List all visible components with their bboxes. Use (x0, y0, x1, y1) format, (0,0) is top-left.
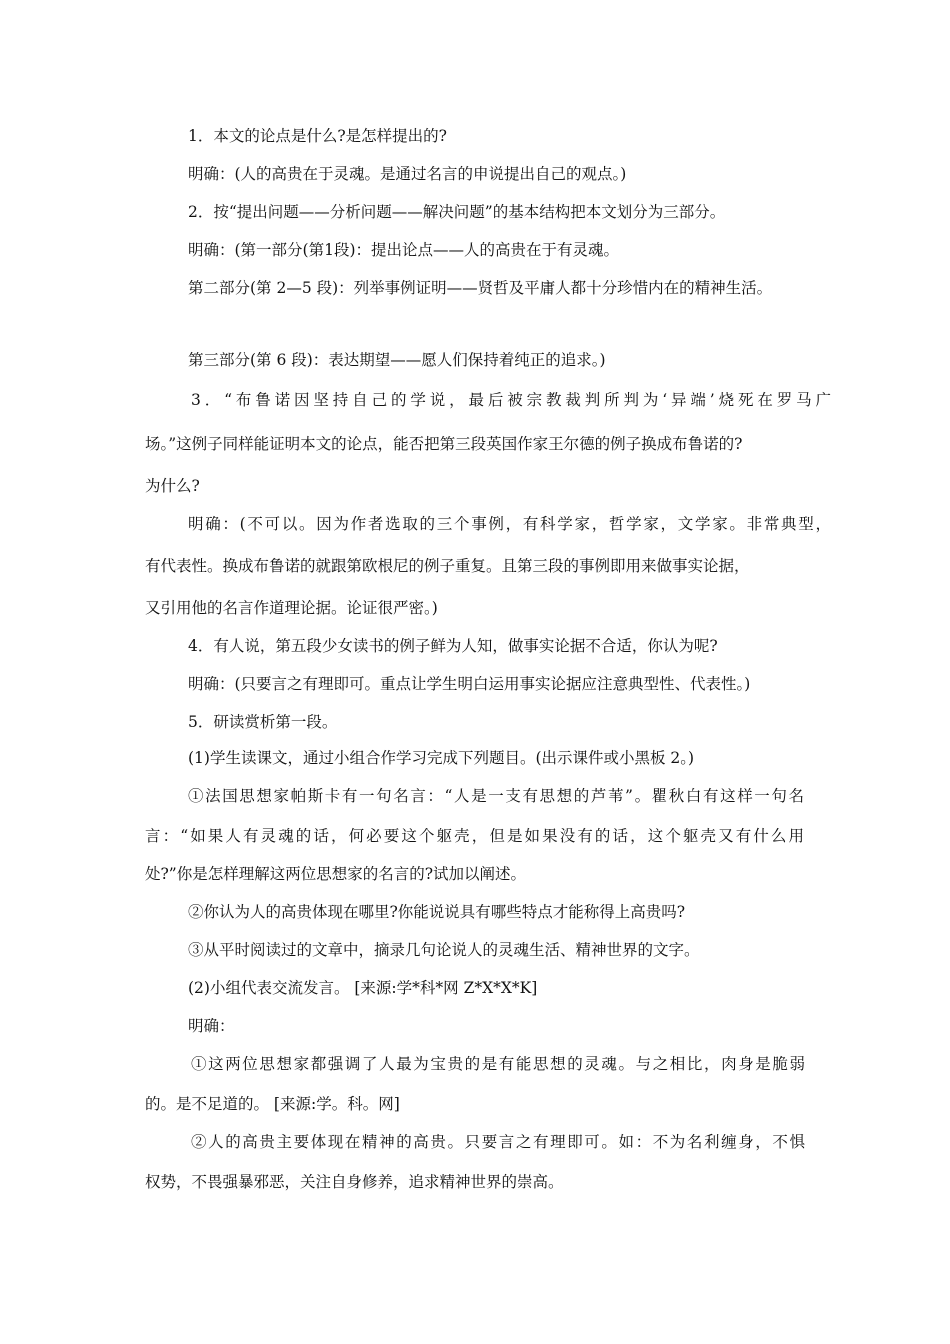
task-1: (1)学生读课文，通过小组合作学习完成下列题目。(出示课件或小黑板 2。) (188, 749, 695, 767)
answer-3-line-1: 明确：(不可以。因为作者选取的三个事例，有科学家，哲学家，文学家。非常典型， (188, 515, 831, 533)
answer-5-item-2-line-1: ②人的高贵主要体现在精神的高贵。只要言之有理即可。如：不为名利缠身，不惧 (191, 1133, 805, 1151)
question-3-line-3: 为什么? (145, 477, 200, 495)
task-1-item-1-line-2: 言：“如果人有灵魂的话，何必要这个躯壳，但是如果没有的话，这个躯壳又有什么用 (145, 827, 804, 845)
task-1-item-2: ②你认为人的高贵体现在哪里?你能说说具有哪些特点才能称得上高贵吗? (188, 903, 686, 921)
answer-2-part-3: 第三部分(第 6 段)：表达期望——愿人们保持着纯正的追求。) (188, 351, 606, 369)
task-1-item-1-line-3: 处?”你是怎样理解这两位思想家的名言的?试加以阐述。 (145, 865, 527, 883)
question-2: 2．按“提出问题——分析问题——解决问题”的基本结构把本文划分为三部分。 (188, 203, 726, 221)
question-3-line-1: 3．“布鲁诺因坚持自己的学说，最后被宗教裁判所判为‘异端’烧死在罗马广 (191, 391, 831, 409)
question-3-line-2: 场。”这例子同样能证明本文的论点，能否把第三段英国作家王尔德的例子换成布鲁诺的? (145, 435, 743, 453)
task-1-item-1-line-1: ①法国思想家帕斯卡有一句名言：“人是一支有思想的芦苇”。瞿秋白有这样一句名 (188, 787, 804, 805)
question-5: 5．研读赏析第一段。 (188, 713, 338, 731)
task-2: (2)小组代表交流发言。 [来源:学*科*网 Z*X*X*K] (188, 979, 538, 997)
answer-1: 明确：(人的高贵在于灵魂。是通过名言的申说提出自己的观点。) (188, 165, 627, 183)
question-4: 4．有人说，第五段少女读书的例子鲜为人知，做事实论据不合适，你认为呢? (188, 637, 718, 655)
question-1: 1．本文的论点是什么?是怎样提出的? (188, 127, 447, 145)
answer-5-label: 明确： (188, 1017, 235, 1035)
answer-5-item-1-line-1: ①这两位思想家都强调了人最为宝贵的是有能思想的灵魂。与之相比，肉身是脆弱 (191, 1055, 805, 1073)
answer-4: 明确：(只要言之有理即可。重点让学生明白运用事实论据应注意典型性、代表性。) (188, 675, 751, 693)
task-1-item-3: ③从平时阅读过的文章中，摘录几句论说人的灵魂生活、精神世界的文字。 (188, 941, 700, 959)
answer-3-line-3: 又引用他的名言作道理论据。论证很严密。) (145, 599, 438, 617)
answer-5-item-2-line-2: 权势，不畏强暴邪恶，关注自身修养，追求精神世界的崇高。 (145, 1173, 564, 1191)
answer-3-line-2: 有代表性。换成布鲁诺的就跟第欧根尼的例子重复。且第三段的事例即用来做事实论据， (145, 557, 750, 575)
answer-2-part-1: 明确：(第一部分(第1段)：提出论点——人的高贵在于有灵魂。 (188, 241, 620, 259)
answer-5-item-1-line-2: 的。是不足道的。 [来源:学。科。网] (145, 1095, 400, 1113)
answer-2-part-2: 第二部分(第 2—5 段)：列举事例证明——贤哲及平庸人都十分珍惜内在的精神生活。 (188, 279, 773, 297)
